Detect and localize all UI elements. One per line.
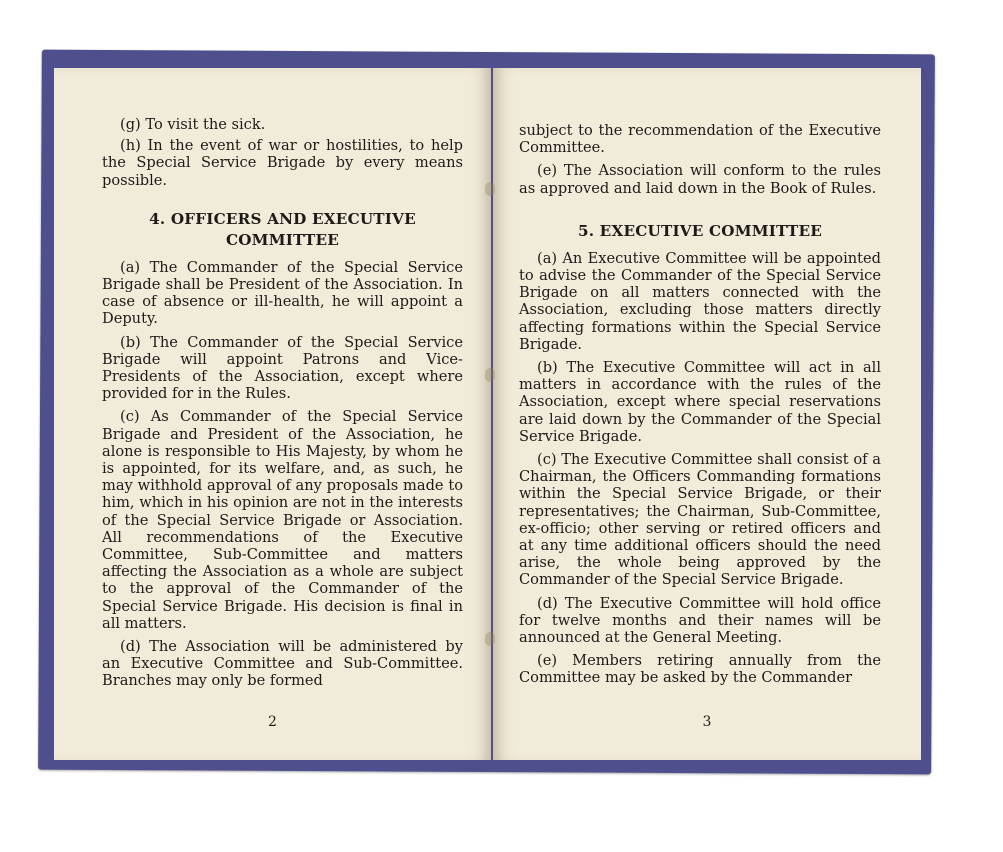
right-page-number: 3	[702, 714, 712, 730]
left-para-a: (a) The Commander of the Special Service Brigade shall be President of the Association. In case of absence or ill-health, he will appoint a Deputy.	[102, 258, 463, 328]
left-page	[54, 68, 491, 760]
staple-mark-top	[485, 182, 495, 196]
right-para-b: (b) The Executive Committee will act in all matters in accordance with the rules of the Association, except where special reservations are laid down by the Commander of the Special Service Brigade.	[519, 359, 881, 445]
left-section-heading: 4. OFFICERS AND EXECUTIVE COMMITTEE	[149, 209, 416, 249]
staple-mark-bottom	[485, 632, 495, 646]
right-para-e: (e) Members retiring annually from the Committee may be asked by the Commander	[519, 652, 881, 687]
left-page-number: 2	[268, 714, 277, 730]
right-continued-text: subject to the recommendation of the Executive Committee.	[519, 122, 881, 157]
right-page	[493, 68, 921, 760]
staple-mark-middle	[485, 368, 495, 382]
left-item-h: (h) In the event of war or hostilities, to help the Special Service Brigade by every means possible.	[102, 137, 463, 189]
right-para-a: (a) An Executive Committee will be appointed to advise the Commander of the Special Service Brigade on all matters connected with the Association, excluding those matters directly affecting formations within the Special Service Brigade.	[519, 249, 881, 353]
right-item-e: (e) The Association will conform to the rules as approved and laid down in the Book of Rules.	[519, 162, 881, 197]
right-para-d: (d) The Executive Committee will hold office for twelve months and their names will be announced at the General Meeting.	[519, 594, 881, 647]
right-section-heading: 5. EXECUTIVE COMMITTEE	[577, 221, 823, 240]
left-para-b: (b) The Commander of the Special Service Brigade will appoint Patrons and Vice-Presidents of the Association, except where provided for in the Rules.	[102, 333, 463, 403]
left-para-c: (c) As Commander of the Special Service Brigade and President of the Association, he alone is responsible to His Majesty, by whom he is appointed, for its welfare, and, as such, he may withhold approval of any proposals made to him, which in his opinion are not in the interests of the Special Service Brigade or Association. All recommendations of the Executive Committee, Sub-Committee and matters affecting the Association as a whole are subject to the approval of the Commander of the Special Service Brigade. His decision is final in all matters.	[102, 408, 463, 632]
left-item-g: (g) To visit the sick.	[120, 116, 266, 133]
right-para-c: (c) The Executive Committee shall consist of a Chairman, the Officers Commanding formations within the Special Service Brigade, or their representatives; the Chairman, Sub-Committee, ex-officio; other serving or retired officers and at any time additional officers should the need arise, the whole being approved by the Commander of the Special Service Brigade.	[519, 451, 881, 589]
left-para-d: (d) The Association will be administered by an Executive Committee and Sub-Committee. Branches may only be formed	[102, 638, 463, 690]
